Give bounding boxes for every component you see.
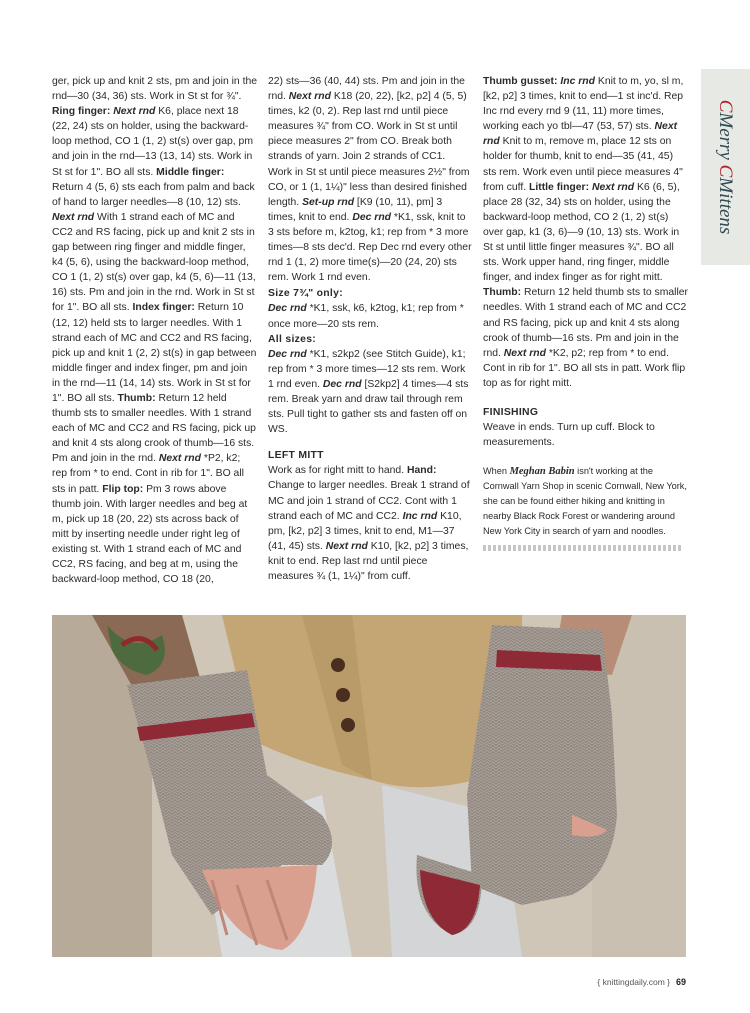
round-keyword: Next rnd: [483, 121, 678, 148]
author-name: Meghan Babin: [509, 466, 575, 478]
body-text: 22) sts—36 (40, 44) sts. Pm and join in the rnd.: [268, 76, 465, 103]
bold-label: Little finger:: [529, 181, 592, 193]
round-keyword: Inc rnd: [560, 76, 595, 87]
body-text: With 1 strand each of MC and CC2 and RS facing, pick up and knit 2 sts in gap between ring finger and middle finger, k4 (5, 6), using the backward-loop method, CO 1 (1, 2) st(s) over gap, k4 (5, 6)—11 (13, 16) sts. Pm and join in the rnd. Work in St st for 1". BO all sts.: [52, 211, 256, 314]
size-heading: Size 7¾" only:: [268, 288, 343, 300]
round-keyword: Dec rnd: [268, 303, 307, 315]
body-text: *K1, ssk, k6, k2tog, k1; rep from * once more—20 sts rem.: [268, 303, 464, 330]
round-keyword: Next rnd: [158, 453, 202, 465]
body-text: *P2, k2; rep from * to end. Cont in rib for 1". BO all sts in patt.: [52, 453, 244, 495]
author-bio: [483, 464, 689, 539]
section-tab-label: CMerry CMittens: [715, 99, 736, 235]
col2-all-sizes-paragraph: [268, 347, 472, 438]
bold-label: Middle finger:: [156, 166, 225, 178]
left-mitt-heading: LEFT MITT: [268, 450, 324, 462]
round-keyword: Inc rnd: [402, 510, 438, 522]
body-text: *K1, s2kp2 (see Stitch Guide), k1; rep from * 3 more times—12 sts rem. Work 1 rnd even.: [268, 348, 466, 390]
round-keyword: Dec rnd: [352, 211, 392, 223]
body-text: Pm 3 rows above thumb join. With larger needles and beg at m, pick up 18 (20, 22) sts across back of mitt by inserting needle under right leg of existing st. With 1 strand each of MC and CC2, RS facing, and beg at m, using the backward-loop method, CO 18 (20,: [52, 483, 248, 586]
body-text: Return 10 (12, 12) held sts to larger needles. With 1 strand each of MC and CC2 and RS facing, pick up and knit 1 (2, 2) st(s) in gap between middle finger and index finger, pm and join in the rnd—11 (14, 14) sts. Work in St st for 1". BO all sts.: [52, 302, 257, 404]
body-text: Return 4 (5, 6) sts each from palm and back of hand to larger needles—8 (10, 12) sts.: [52, 181, 255, 208]
text-column-3: [483, 74, 689, 551]
text-column-1: [52, 74, 258, 587]
body-text: K18 (20, 22), [k2, p2] 4 (5, 5) times, k2 (0, 2). Rep last rnd until piece measures ¾" from CO. Work in St st until piece measures 2" from CO. Break both strands of yarn. Join 2 strands of CC1. Work in St st until piece measures 2½" from CO, or 1 (1, 1¼)" less than desired finished length.: [268, 91, 470, 208]
round-keyword: Next rnd: [325, 540, 368, 552]
all-sizes-heading: All sizes:: [268, 333, 317, 345]
body-text: *K2, p2; rep from * to end. Cont in rib for 1". BO all sts in patt. Work flip top as for right mitt.: [483, 347, 686, 389]
body-text: K6 (6, 5), place 28 (32, 34) sts on holder, using the backward-loop method, CO 2 (1, 2) st(s) over gap, k1 (3, 6)—9 (10, 13) sts. Work in St st until little finger measures ¾". BO all sts. Work upper hand, ring finger, middle finger, and index finger as for right mitt.: [483, 181, 680, 284]
round-keyword: Next rnd: [113, 106, 156, 118]
body-text: Work as for right mitt to hand.: [268, 465, 407, 477]
round-keyword: Set-up rnd: [302, 196, 355, 208]
left-mitt-paragraph: [268, 463, 472, 584]
round-keyword: Dec rnd: [322, 378, 362, 390]
round-keyword: Next rnd: [52, 211, 95, 223]
body-text: [K9 (10, 11), pm] 3 times, knit to end.: [268, 196, 443, 223]
body-text: K10, pm, [k2, p2] 3 times, knit to end, M1—37 (41, 45) sts.: [268, 510, 462, 552]
bold-label: Thumb:: [117, 392, 156, 404]
bold-label: Ring finger:: [52, 106, 114, 118]
round-keyword: Dec rnd: [268, 348, 307, 360]
col3-paragraph: [483, 74, 689, 391]
bold-label: Hand:: [406, 465, 437, 477]
finishing-text: Weave in ends. Turn up cuff. Block to measurements.: [483, 422, 655, 449]
mittens-photo: [52, 615, 686, 957]
bold-label: Index finger:: [132, 302, 195, 314]
page-footer: [597, 977, 686, 987]
footer-site: { knittingdaily.com }: [597, 977, 670, 987]
body-text: *K1, ssk, knit to 3 sts before m, k2tog, k1; rep from * 3 more times—8 sts dec'd. Rep Dec rnd every other rnd 1 (1, 2) more time(s)—20 (24, 20) sts rem. Work 1 rnd even.: [268, 211, 472, 284]
page-number: 69: [675, 977, 686, 987]
body-text: Return 12 held thumb sts to smaller needles. With 1 strand each of MC and CC2 and RS facing, pick up and knit 4 sts along crook of thumb—16 sts. Pm and join in the rnd.: [483, 287, 688, 359]
bold-label: Flip top:: [102, 483, 144, 495]
body-text: Change to larger needles. Break 1 strand of MC and join 1 strand of CC2. Cont with 1 strand each of MC and CC2.: [268, 480, 470, 522]
body-text: Knit to m, remove m, place 12 sts on holder for thumb, knit to end—35 (41, 45) sts rem. Work even until piece measures 4" from cuff.: [483, 136, 683, 193]
body-text: [S2kp2] 4 times—4 sts rem. Break yarn and draw tail through rem sts. Pull tight to gather sts and fasten off on WS.: [268, 378, 469, 436]
col1-paragraph: [52, 74, 258, 587]
round-keyword: Next rnd: [503, 347, 546, 359]
section-tab: [701, 69, 750, 265]
finishing-heading: FINISHING: [483, 406, 539, 418]
body-text: Knit to m, yo, sl m, [k2, p2] 3 times, knit to end—1 st inc'd. Rep Inc rnd every rnd 9 (11, 11) more times, working each yo tbl—47 (53, 57) sts.: [483, 76, 684, 133]
bold-label: Thumb:: [483, 287, 522, 299]
bio-pre: When: [483, 466, 510, 477]
col2-size-paragraph: [268, 301, 472, 331]
body-text: K6, place next 18 (22, 24) sts on holder, using the backward-loop method, CO 1 (1, 2) st(s) over gap, pm and join in the rnd—13 (13, 14) sts. Work in St st for 1". BO all sts.: [52, 106, 253, 178]
round-keyword: Next rnd: [288, 91, 331, 103]
bold-label: Thumb gusset:: [483, 76, 561, 87]
col2-paragraph: [268, 74, 472, 285]
bio-post: isn't working at the Cornwall Yarn Shop in scenic Cornwall, New York, she can be found either hiking and knitting in nearby Black Rock Forest or wandering around New York City in search of yarn and noodles.: [483, 466, 687, 537]
body-text: Return 12 held thumb sts to smaller needles. With 1 strand each of MC and CC2 and RS facing, pick up and knit 4 sts along crook of thumb—16 sts. Pm and join in the rnd.: [52, 392, 256, 465]
round-keyword: Next rnd: [591, 181, 635, 193]
body-text: K10, [k2, p2] 3 times, knit to end. Rep last rnd until piece measures ¾ (1, 1¼)" from cuff.: [268, 540, 469, 582]
decorative-divider: [483, 545, 683, 551]
text-column-2: [268, 74, 472, 584]
body-text: ger, pick up and knit 2 sts, pm and join in the rnd—30 (34, 36) sts. Work in St st for ¾".: [52, 76, 258, 103]
